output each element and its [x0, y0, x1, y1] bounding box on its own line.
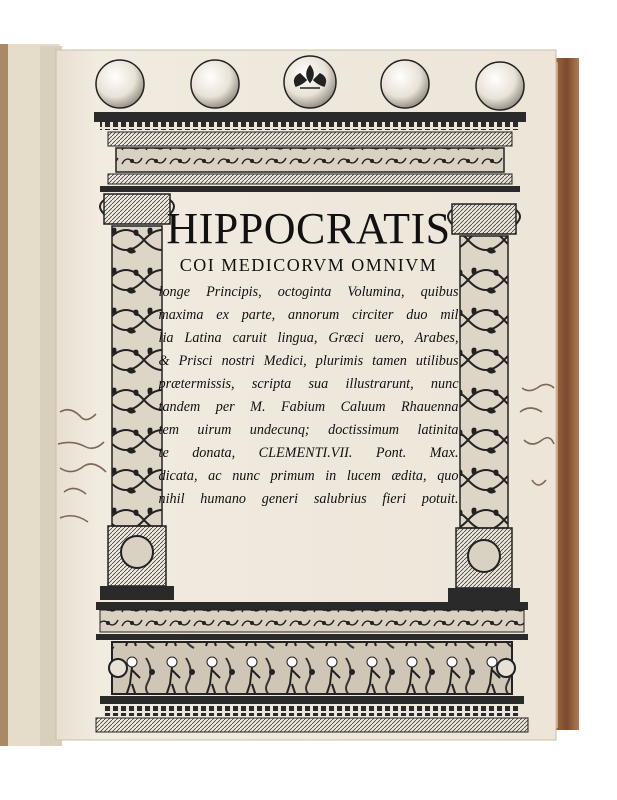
body-line: maxima ex parte, annorum circiter duo mil	[158, 307, 459, 323]
body-line: longe Principis, octoginta Volumina, quibus	[158, 284, 459, 300]
body-line: tandem per M. Fabium Caluum Rhauenna	[158, 399, 459, 415]
subtitle: COI MEDICORVM OMNIVM	[179, 255, 438, 275]
pedestal-base	[96, 602, 528, 732]
body-line: prætermissis, scripta sua illustrarunt, nunc	[158, 376, 459, 392]
title: HIPPOCRATIS	[166, 204, 451, 253]
body-line: lia Latina caruit lingua, Græci uero, Arabes,	[158, 330, 459, 346]
body-line: nihil humano generi salubrius fieri potuit.	[158, 491, 459, 507]
body-line: & Prisci nostri Medici, plurimis tamen utilibus	[158, 353, 459, 369]
body-line: te donata, CLEMENTI.VII. Pont. Max.	[158, 445, 459, 461]
body-line: dicata, ac nunc primum in lucem ædita, quo	[158, 468, 459, 484]
figure-frieze	[112, 642, 512, 694]
body-line: tem uirum undecunq; doctissimum latinita	[158, 422, 459, 438]
entablature	[94, 112, 526, 192]
